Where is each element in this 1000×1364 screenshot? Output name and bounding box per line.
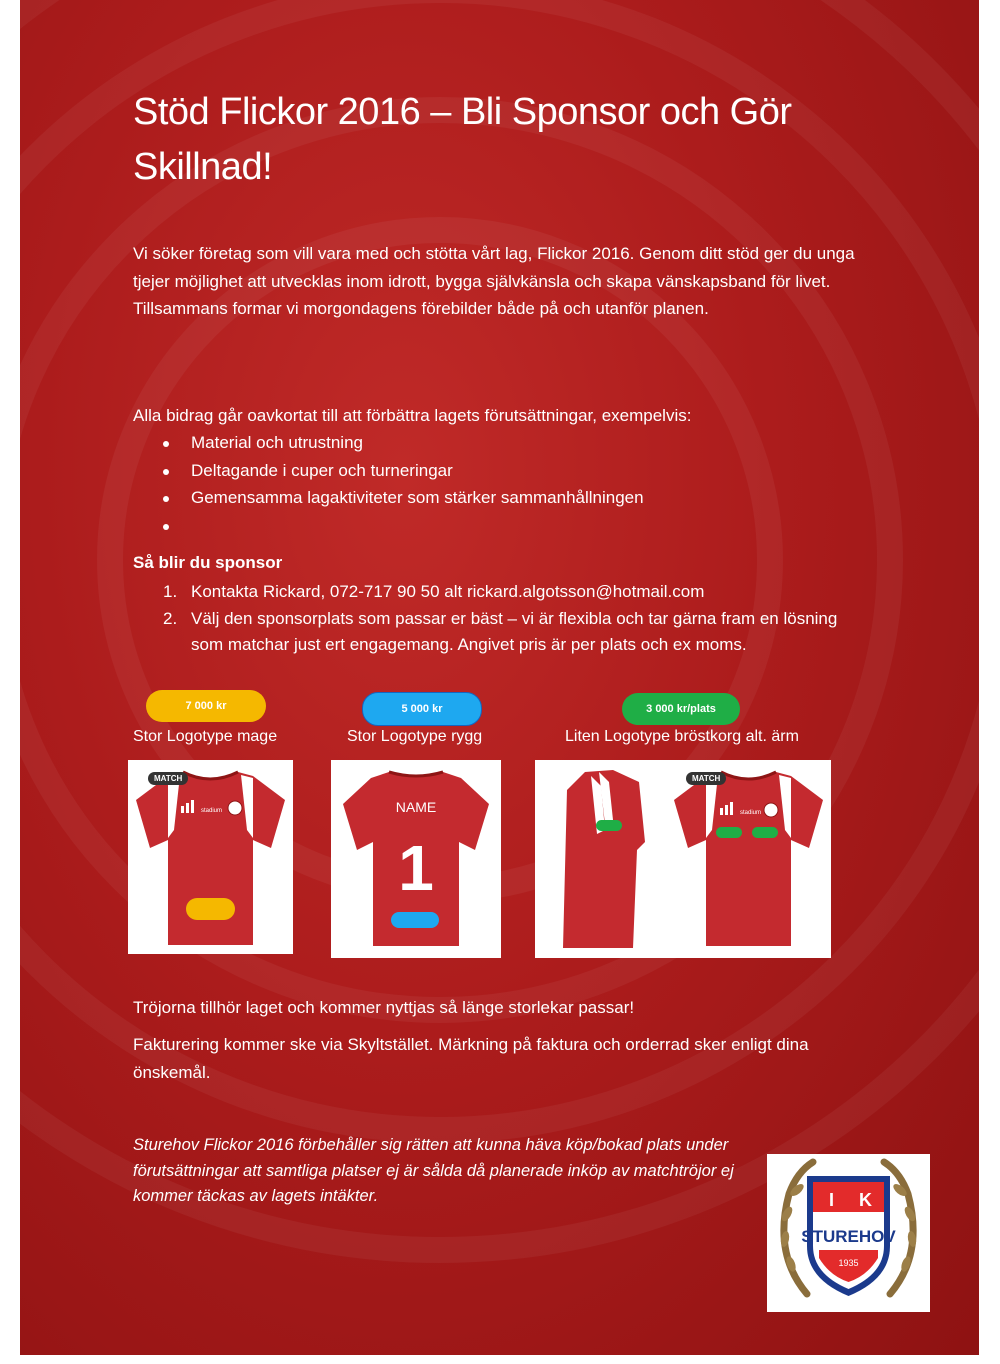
- contributions-list: [133, 429, 644, 539]
- svg-text:I: I: [829, 1190, 835, 1210]
- price-pill-chest: 3 000 kr/plats: [622, 693, 740, 725]
- intro-paragraph: Vi söker företag som vill vara med och stötta vårt lag, Flickor 2016. Genom ditt stöd ger du unga tjejer möjlighet att utvecklas inom idrott, bygga självkänsla och skapa vänskapsband för livet. Tillsammans formar vi morgondagens förebilder både på och utanför planen.: [133, 244, 855, 318]
- steps-list: [133, 579, 873, 659]
- step-item: 2. Välj den sponsorplats som passar er bäst – vi är flexibla och tar gärna fram en lösning som matchar just ert engagemang. Angivet pris är per plats och ex moms.: [163, 609, 838, 654]
- match-badge: MATCH: [148, 772, 188, 785]
- contributions-intro: Alla bidrag går oavkortat till att förbättra lagets förutsättningar, exempelvis:: [133, 406, 692, 425]
- disclaimer: Sturehov Flickor 2016 förbehåller sig rätten att kunna häva köp/bokad plats under förutsättningar att samtliga platser ej är sålda då planerade inköp av matchtröjor ej kommer täckas av lagets intäkter.: [133, 1136, 734, 1205]
- shirt-front-chest-icon: [666, 760, 831, 958]
- shirt-back: [331, 760, 501, 958]
- shirt-back-icon: [331, 760, 501, 958]
- list-item: Deltagande i cuper och turneringar: [133, 457, 644, 485]
- shirt-side: [535, 760, 666, 958]
- svg-text:STUREHOV: STUREHOV: [801, 1227, 896, 1246]
- option-label-belly: Stor Logotype mage: [133, 728, 278, 745]
- flyer-page: [20, 0, 979, 1355]
- match-badge: MATCH: [686, 772, 726, 785]
- note-shirts: Tröjorna tillhör laget och kommer nyttjas så länge storlekar passar!: [133, 998, 635, 1017]
- svg-text:1935: 1935: [838, 1258, 859, 1268]
- option-label-back: Stor Logotype rygg: [347, 728, 483, 745]
- club-logo: [767, 1154, 930, 1312]
- svg-text:1: 1: [398, 832, 434, 904]
- shirt-front-icon: [128, 760, 293, 954]
- svg-text:stadium: stadium: [740, 810, 762, 816]
- page-title: Stöd Flickor 2016 – Bli Sponsor och Gör Skillnad!: [133, 91, 792, 188]
- list-item: Gemensamma lagaktiviteter som stärker sammanhållningen: [133, 484, 644, 512]
- step-item: 1. Kontakta Rickard, 072-717 90 50 alt rickard.algotsson@hotmail.com: [163, 582, 705, 601]
- note-invoicing: Fakturering kommer ske via Skyltstället. Märkning på faktura och orderrad sker enligt dina önskemål.: [133, 1035, 809, 1082]
- svg-text:NAME: NAME: [395, 799, 437, 815]
- list-item: [133, 512, 644, 540]
- svg-text:stadium: stadium: [201, 808, 223, 814]
- svg-text:K: K: [859, 1190, 872, 1210]
- shirt-front-belly: [128, 760, 293, 954]
- shirt-side-icon: [535, 760, 666, 958]
- price-pill-back: 5 000 kr: [362, 692, 482, 726]
- sturehov-crest-icon: [767, 1154, 930, 1312]
- shirt-front-chest: [666, 760, 831, 958]
- option-label-chest: Liten Logotype bröstkorg alt. ärm: [565, 728, 799, 745]
- sponsor-heading: Så blir du sponsor: [133, 553, 283, 572]
- list-item: Material och utrustning: [133, 429, 644, 457]
- price-pill-belly: 7 000 kr: [146, 690, 266, 722]
